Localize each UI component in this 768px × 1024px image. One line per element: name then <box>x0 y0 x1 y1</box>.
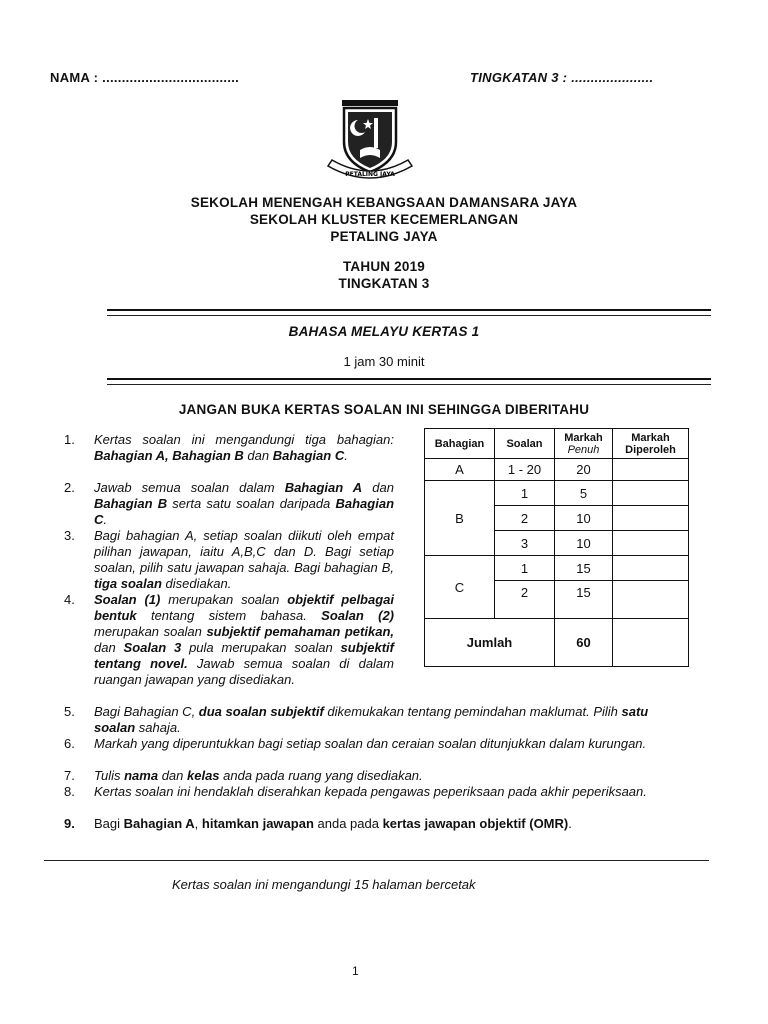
school-crest-logo <box>322 100 418 186</box>
total-label: Jumlah <box>425 619 555 667</box>
total-obtained-cell[interactable] <box>613 619 689 667</box>
page-count-note: Kertas soalan ini mengandungi 15 halaman bercetak <box>172 877 476 892</box>
school-name-line2: SEKOLAH KLUSTER KECEMERLANGAN <box>249 212 519 227</box>
top-rule-lower <box>107 315 711 316</box>
header-soalan: Soalan <box>495 429 555 459</box>
marks-obtained-cell[interactable] <box>613 581 689 619</box>
svg-text:PETALING JAYA: PETALING JAYA <box>345 171 395 178</box>
total-value: 60 <box>555 619 613 667</box>
table-row: 2 10 <box>425 506 689 531</box>
table-row: A 1 - 20 20 <box>425 459 689 481</box>
header-markah-penuh: Markah Penuh <box>555 429 613 459</box>
tingkatan-field-label: TINGKATAN 3 : ..................... <box>470 70 654 85</box>
exam-level: TINGKATAN 3 <box>338 276 430 291</box>
mid-rule-lower <box>107 384 711 385</box>
do-not-open-warning: JANGAN BUKA KERTAS SOALAN INI SEHINGGA DIBERITAHU <box>178 402 590 417</box>
marks-obtained-cell[interactable] <box>613 531 689 556</box>
header-markah-diperoleh: Markah Diperoleh <box>613 429 689 459</box>
table-row: C 1 15 <box>425 556 689 581</box>
instructions-list: 1. Kertas soalan ini mengandungi tiga bahagian: Bahagian A, Bahagian B dan Bahagian C. 2. Jawab semua soalan dalam Bahagian A dan Bahagian B serta satu soalan daripada Bahagian C. 3. Bagi bahagian A, setiap soalan diikuti oleh empat pilihan jawapan, iaitu A,B,C dan D. Bagi setiap soalan, pilih satu jawapan sahaja. Bagi bahagian B, tiga soalan disediakan. 4. Soalan (1) merupakan soalan objektif pelbagai bentuk tentang sistem bahasa. Soalan (2) merupakan soalan subjektif pemahaman petikan, dan Soalan 3 pula merupakan soalan subjektif tentang novel. Jawab semua soalan di dalam ruangan jawapan yang disediakan. 5. Bagi Bahagian C, dua soalan subjektif dikemukakan tentang pemindahan maklumat. Pilih satu soalan sahaja. 6. Markah yang diperuntukkan bagi setiap soalan dan ceraian soalan ditunjukkan dalam kurungan. 7. Tulis nama dan kelas anda pada ruang yang disediakan. 8. Kertas soalan ini hendaklah diserahkan kepada pengawas peperiksaan pada akhir peperiksaan. 9. Bagi Bahagian A, hitamkan jawapan anda pada kertas jawapan objektif (OMR). <box>64 432 649 831</box>
exam-duration: 1 jam 30 minit <box>343 354 425 369</box>
marks-obtained-cell[interactable] <box>613 481 689 506</box>
header-bahagian: Bahagian <box>425 429 495 459</box>
marks-obtained-cell[interactable] <box>613 459 689 481</box>
marks-obtained-cell[interactable] <box>613 506 689 531</box>
page-number: 1 <box>352 964 359 978</box>
marks-table <box>424 428 689 667</box>
nama-field-label: NAMA : ................................... <box>50 70 240 85</box>
top-rule-upper <box>107 309 711 311</box>
school-name-line3: PETALING JAYA <box>330 229 438 244</box>
bottom-rule <box>44 860 709 861</box>
mid-rule-upper <box>107 378 711 380</box>
table-row: 3 10 <box>425 531 689 556</box>
exam-subject: BAHASA MELAYU KERTAS 1 <box>288 324 480 339</box>
table-row: 2 15 <box>425 581 689 619</box>
table-header-row <box>425 429 689 459</box>
table-total-row <box>425 619 689 667</box>
table-row: B 1 5 <box>425 481 689 506</box>
school-name-line1: SEKOLAH MENENGAH KEBANGSAAN DAMANSARA JAYA <box>190 195 578 210</box>
marks-obtained-cell[interactable] <box>613 556 689 581</box>
exam-year: TAHUN 2019 <box>342 259 426 274</box>
